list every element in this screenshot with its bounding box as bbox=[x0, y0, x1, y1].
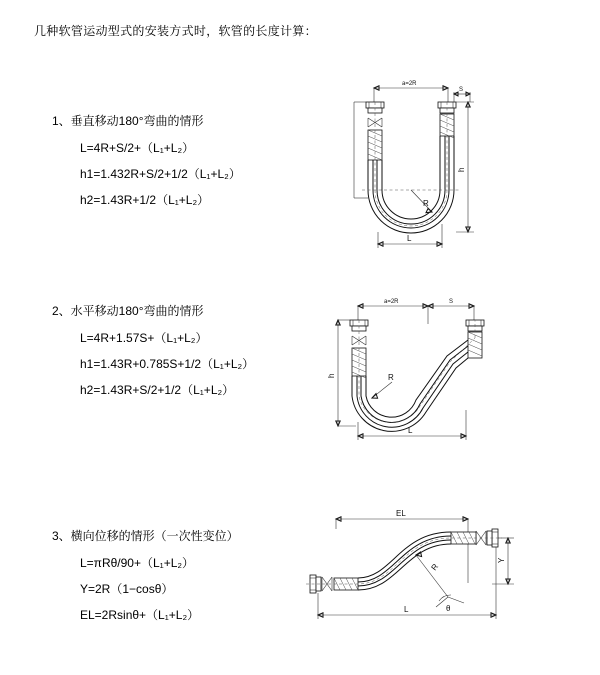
figure-lateral-offset bbox=[296, 505, 526, 630]
section-1-formula-2: h1=1.432R+S/2+1/2（L₁+L₂） bbox=[80, 167, 241, 181]
figure-horizontal-180-bend bbox=[316, 290, 506, 455]
svg-text:h: h bbox=[457, 167, 466, 172]
section-3-title: 3、横向位移的情形（一次性变位） bbox=[52, 529, 239, 543]
svg-text:Y: Y bbox=[497, 557, 506, 563]
section-3-formula-2: Y=2R（1−cosθ） bbox=[80, 582, 174, 596]
section-3 bbox=[52, 527, 239, 632]
svg-text:R: R bbox=[429, 562, 441, 573]
svg-text:S: S bbox=[459, 87, 464, 93]
section-1 bbox=[52, 112, 241, 217]
section-2-formula-3: h2=1.43R+S/2+1/2（L₁+L₂） bbox=[80, 383, 235, 397]
section-2-formula-1: L=4R+1.57S+（L₁+L₂） bbox=[80, 331, 208, 345]
svg-text:R: R bbox=[388, 373, 394, 382]
svg-text:S: S bbox=[449, 299, 454, 305]
page-title: 几种软管运动型式的安装方式时，软管的长度计算： bbox=[34, 24, 317, 38]
figure-vertical-180-bend bbox=[318, 72, 498, 272]
section-1-formula-1: L=4R+S/2+（L₁+L₂） bbox=[80, 141, 195, 155]
section-2-formula-2: h1=1.43R+0.785S+1/2（L₁+L₂） bbox=[80, 357, 255, 371]
section-2-title: 2、水平移动180°弯曲的情形 bbox=[52, 304, 204, 318]
svg-text:θ: θ bbox=[446, 604, 451, 613]
section-3-formula-1: L=πRθ/90+（L₁+L₂） bbox=[80, 556, 195, 570]
svg-text:L: L bbox=[408, 426, 413, 435]
section-1-formula-3: h2=1.43R+1/2（L₁+L₂） bbox=[80, 193, 210, 207]
section-1-title: 1、垂直移动180°弯曲的情形 bbox=[52, 114, 204, 128]
section-3-formula-3: EL=2Rsinθ+（L₁+L₂） bbox=[80, 608, 200, 622]
svg-text:a=2R: a=2R bbox=[402, 81, 417, 87]
svg-text:h: h bbox=[327, 373, 336, 378]
svg-text:a=2R: a=2R bbox=[384, 299, 399, 305]
svg-text:R: R bbox=[423, 199, 429, 208]
svg-text:EL: EL bbox=[396, 509, 406, 518]
section-2 bbox=[52, 302, 254, 407]
svg-text:L: L bbox=[407, 234, 412, 243]
svg-text:L: L bbox=[404, 605, 409, 614]
